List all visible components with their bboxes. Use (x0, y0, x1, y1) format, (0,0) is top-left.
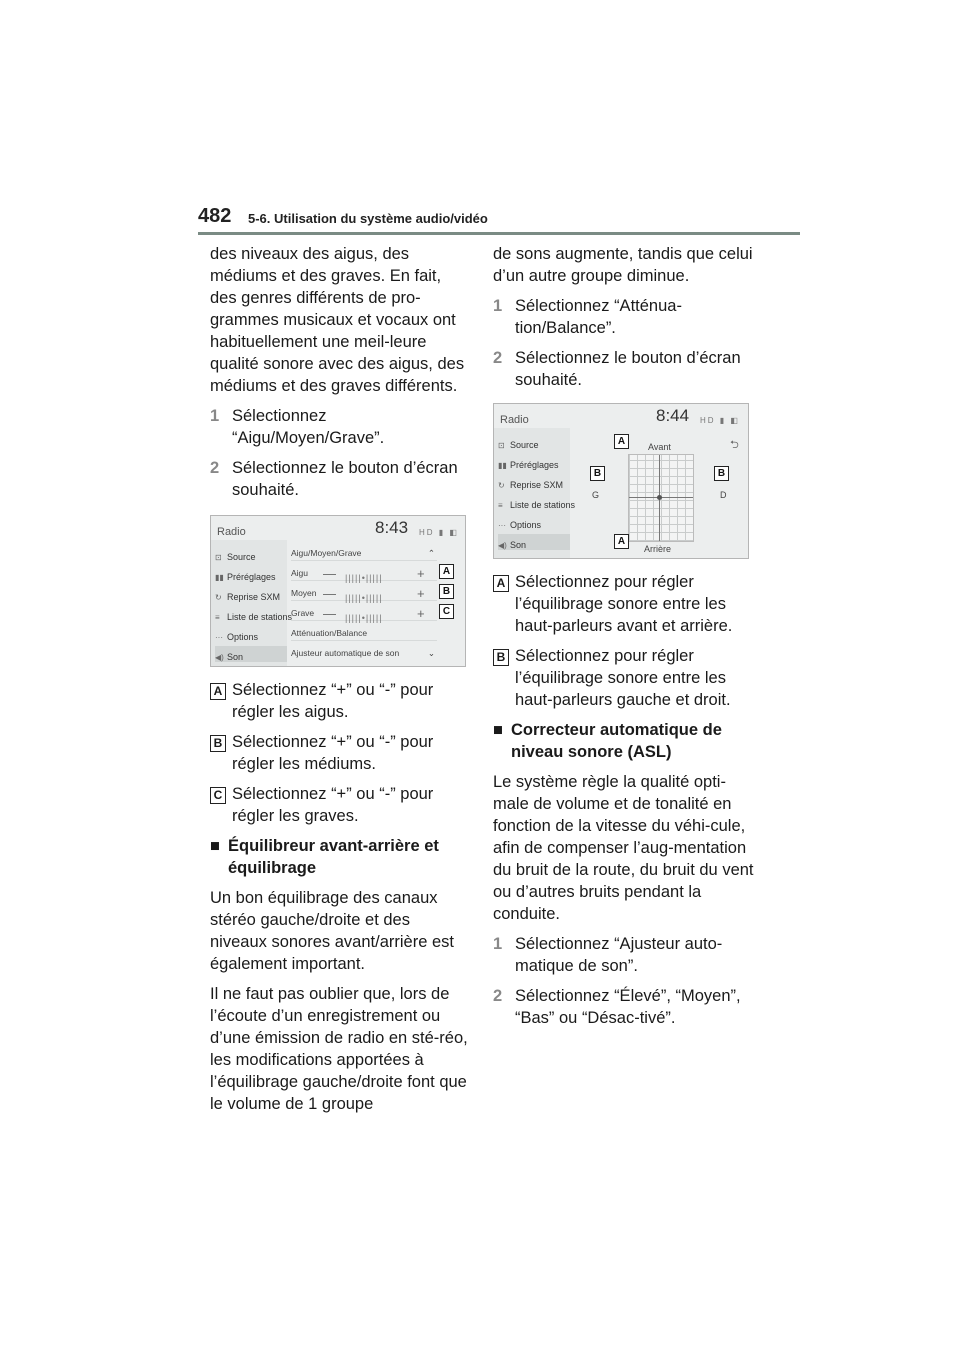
screen-title: Radio (500, 414, 529, 426)
sidebar-item-sxm-replay[interactable] (498, 474, 570, 490)
screen-clock: 8:43 (375, 518, 409, 537)
sidebar-label: Source (227, 552, 256, 562)
list-icon: ≡ (215, 613, 220, 622)
bass-row (291, 602, 437, 621)
treble-row (291, 562, 437, 581)
more-icon: ··· (498, 521, 506, 530)
step-number: 1 (493, 935, 503, 953)
screen-status-bar (494, 404, 748, 426)
step-text: Sélectionnez “Élevé”, “Moyen”, “Bas” ou “Désac-tivé”. (515, 987, 741, 1027)
legend-text: Sélectionnez pour régler l’équilibrage sonore entre les haut-parleurs avant et arrière. (515, 573, 733, 635)
right-column (493, 243, 755, 1037)
callout-b: B (439, 584, 454, 599)
callout-a-rear: A (614, 534, 629, 549)
step-2 (210, 457, 470, 501)
legend-text: Sélectionnez “+” ou “-” pour régler les médiums. (232, 733, 434, 773)
left-button[interactable]: G (592, 490, 600, 500)
step-2 (493, 347, 755, 391)
chevron-up-icon: ⌃ (427, 548, 435, 558)
screen-status-bar (211, 516, 465, 538)
paragraph: Il ne faut pas oublier que, lors de l’écoute d’un enregistrement ou d’une émission de radio en sté-réo, les modifications apportées à l’équilibrage gauche/droite font que le volume de 1 groupe (210, 985, 468, 1113)
sidebar-item-station-list[interactable] (215, 606, 293, 622)
mid-row (291, 582, 437, 601)
list-icon: ≡ (498, 501, 503, 510)
status-icons: HD ▮ ◧ (700, 416, 740, 425)
screenshot-tone (210, 515, 466, 667)
rear-button[interactable]: Arrière (644, 544, 672, 554)
step-text: Sélectionnez “Ajusteur auto-matique de son”. (515, 935, 723, 975)
sidebar-item-source[interactable] (215, 546, 287, 562)
callout-b-right: B (714, 466, 729, 481)
section-heading (210, 835, 470, 879)
step-number: 2 (493, 349, 503, 367)
badge: A (210, 683, 226, 700)
paragraph: Un bon équilibrage des canaux stéréo gauche/droite et des niveaux sonores avant/arrière est également important. (210, 889, 454, 973)
step-1 (493, 295, 755, 339)
step-1 (493, 933, 755, 977)
presets-icon: ▮▮ (498, 461, 507, 470)
option-label: Atténuation/Balance (291, 628, 368, 638)
chevron-down-icon: ⌄ (427, 648, 435, 658)
presets-icon: ▮▮ (215, 573, 224, 582)
screenshot-fader-balance (493, 403, 749, 559)
sidebar-label: Reprise SXM (510, 480, 564, 490)
step-text: Sélectionnez le bouton d’écran souhaité. (232, 459, 458, 499)
replay-icon: ↻ (215, 593, 222, 602)
badge: C (210, 787, 226, 804)
sidebar-item-presets[interactable] (215, 566, 287, 582)
legend-a (493, 571, 755, 637)
sidebar-label: Liste de stations (510, 500, 576, 510)
status-icons: HD ▮ ◧ (419, 528, 459, 537)
callout-c: C (439, 604, 454, 619)
sidebar-label: Préréglages (510, 460, 559, 470)
step-number: 1 (493, 297, 503, 315)
step-text: Sélectionnez “Atténua-tion/Balance”. (515, 297, 682, 337)
header-rule (198, 232, 800, 235)
more-icon: ··· (215, 633, 223, 642)
right-button[interactable]: D (720, 490, 727, 500)
square-bullet-icon: ■ (210, 837, 220, 855)
sidebar-item-options[interactable] (215, 626, 287, 642)
sidebar-label: Son (227, 652, 244, 662)
row-label: Grave (291, 608, 315, 618)
heading-text: Équilibreur avant-arrière et équilibrage (228, 837, 439, 877)
speaker-icon: ◀) (498, 541, 507, 550)
sidebar-label: Reprise SXM (227, 592, 281, 602)
minus-button[interactable]: — (323, 606, 336, 621)
step-1 (210, 405, 470, 449)
badge: B (210, 735, 226, 752)
callout-a: A (439, 564, 454, 579)
sidebar-item-station-list[interactable] (498, 494, 576, 510)
callout-a-front: A (614, 434, 629, 449)
back-icon[interactable]: ⮌ (730, 439, 739, 451)
intro-paragraph: des niveaux des aigus, des médiums et des graves. En fait, des genres différents de pro-grammes musicaux et vocaux ont habituellement une meil-leure qualité sonore avec des aigus, des médiums et des graves différents. (210, 245, 465, 395)
option-label: Ajusteur automatique de son (291, 648, 400, 658)
screen-title: Radio (217, 526, 246, 538)
level-scale[interactable]: |||||•||||| (345, 613, 383, 623)
replay-icon: ↻ (498, 481, 505, 490)
source-icon: ⊡ (215, 553, 222, 562)
paragraph: Le système règle la qualité opti-male de volume et de tonalité en fonction de la vitesse du véhi-cule, afin de compenser l’aug-mentation du bruit de la route, du bruit du vent ou d’autres bruits pendant la conduite. (493, 773, 754, 923)
page-number: 482 (198, 205, 232, 227)
legend-c (210, 783, 470, 827)
intro-paragraph: de sons augmente, tandis que celui d’un autre groupe diminue. (493, 245, 753, 285)
badge: A (493, 575, 509, 592)
legend-a (210, 679, 470, 723)
sidebar-item-sound[interactable] (215, 646, 287, 662)
sidebar-label: Liste de stations (227, 612, 293, 622)
fader-balance-option[interactable] (291, 622, 437, 641)
balance-grid[interactable] (628, 454, 694, 542)
plus-button[interactable]: + (417, 606, 425, 621)
minus-button[interactable]: — (323, 586, 336, 601)
level-scale[interactable]: |||||•||||| (345, 593, 383, 603)
sidebar-item-options[interactable] (498, 514, 570, 530)
left-column (210, 243, 470, 1123)
step-number: 2 (210, 459, 220, 477)
balance-point[interactable] (657, 495, 662, 500)
step-number: 2 (493, 987, 503, 1005)
callout-b-left: B (590, 466, 605, 481)
asl-option[interactable] (291, 642, 437, 660)
legend-text: Sélectionnez “+” ou “-” pour régler les graves. (232, 785, 434, 825)
badge: B (493, 649, 509, 666)
speaker-icon: ◀) (215, 653, 224, 662)
step-text: Sélectionnez le bouton d’écran souhaité. (515, 349, 741, 389)
heading-text: Correcteur automatique de niveau sonore (ASL) (511, 721, 722, 761)
sidebar-item-presets[interactable] (498, 454, 570, 470)
square-bullet-icon: ■ (493, 721, 503, 739)
plus-button[interactable]: + (417, 586, 425, 601)
step-2 (493, 985, 755, 1029)
section-title: 5-6. Utilisation du système audio/vidéo (248, 211, 488, 226)
source-icon: ⊡ (498, 441, 505, 450)
sidebar-item-sxm-replay[interactable] (215, 586, 287, 602)
sidebar-label: Son (510, 540, 527, 550)
row-label: Moyen (291, 588, 317, 598)
legend-text: Sélectionnez pour régler l’équilibrage sonore entre les haut-parleurs gauche et droit. (515, 647, 731, 709)
screen-sidebar (494, 428, 576, 558)
level-scale[interactable]: |||||•||||| (345, 573, 383, 583)
sidebar-label: Préréglages (227, 572, 276, 582)
step-number: 1 (210, 407, 220, 425)
section-heading (493, 719, 755, 763)
row-label: Aigu (291, 568, 309, 578)
legend-b (210, 731, 470, 775)
plus-button[interactable]: + (417, 566, 425, 581)
legend-text: Sélectionnez “+” ou “-” pour régler les aigus. (232, 681, 434, 721)
tone-tab[interactable] (291, 542, 437, 561)
sidebar-label: Options (510, 520, 542, 530)
front-button[interactable]: Avant (648, 442, 671, 452)
tab-label: Aigu/Moyen/Grave (291, 548, 362, 558)
sidebar-label: Options (227, 632, 259, 642)
screen-clock: 8:44 (656, 406, 690, 425)
step-text: Sélectionnez “Aigu/Moyen/Grave”. (232, 407, 385, 447)
minus-button[interactable]: — (323, 566, 336, 581)
legend-b (493, 645, 755, 711)
sidebar-item-source[interactable] (498, 434, 570, 450)
sidebar-label: Source (510, 440, 539, 450)
screen-sidebar (211, 540, 293, 666)
sidebar-item-sound[interactable] (498, 534, 570, 550)
